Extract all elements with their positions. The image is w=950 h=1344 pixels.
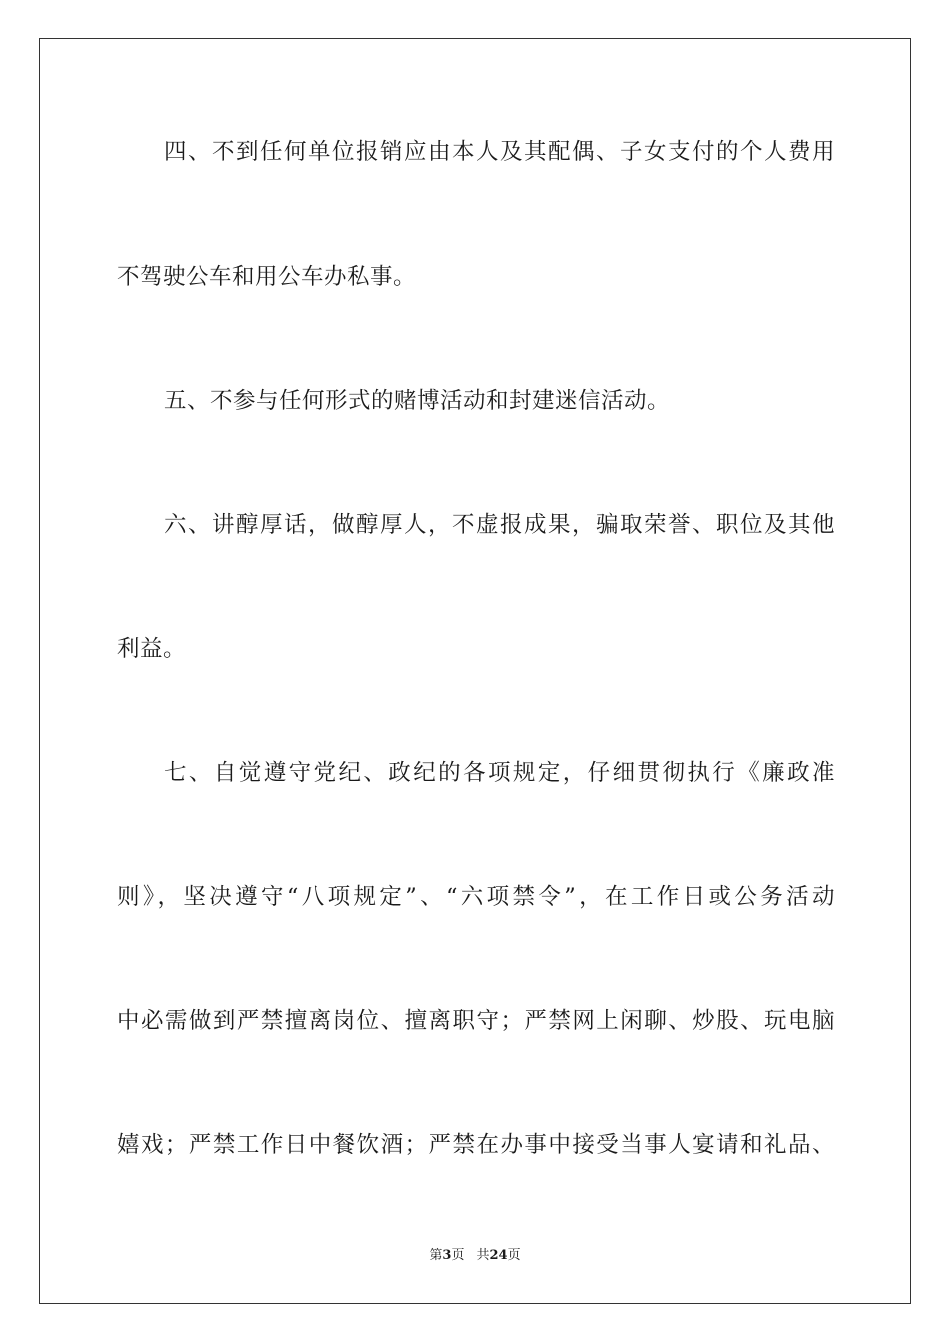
total-unit: 页 bbox=[507, 1248, 521, 1263]
text-line: 不驾驶公车和用公车办私事。 bbox=[117, 264, 417, 290]
page-footer bbox=[0, 1247, 950, 1265]
page-prefix: 第 bbox=[429, 1248, 443, 1263]
text-line: 则》，坚决遵守“八项规定”、“六项禁令”，在工作日或公务活动 bbox=[117, 884, 835, 910]
text-line: 六、讲醇厚话，做醇厚人，不虚报成果，骗取荣誉、职位及其他 bbox=[164, 512, 835, 538]
page-border bbox=[39, 38, 911, 1304]
text-line: 利益。 bbox=[117, 636, 187, 662]
total-prefix: 共 bbox=[476, 1248, 490, 1263]
page-unit: 页 bbox=[451, 1248, 465, 1263]
page-current-number: 3 bbox=[442, 1248, 452, 1263]
text-line: 四、不到任何单位报销应由本人及其配偶、子女支付的个人费用 bbox=[164, 139, 835, 165]
text-line: 中必需做到严禁擅离岗位、擅离职守；严禁网上闲聊、炒股、玩电脑 bbox=[117, 1008, 835, 1034]
text-line: 嬉戏；严禁工作日中餐饮酒；严禁在办事中接受当事人宴请和礼品、 bbox=[117, 1132, 835, 1158]
text-line: 五、不参与任何形式的赌博活动和封建迷信活动。 bbox=[164, 388, 671, 414]
page-total-number: 24 bbox=[489, 1248, 508, 1263]
text-line: 七、自觉遵守党纪、政纪的各项规定，仔细贯彻执行《廉政准 bbox=[164, 760, 835, 786]
